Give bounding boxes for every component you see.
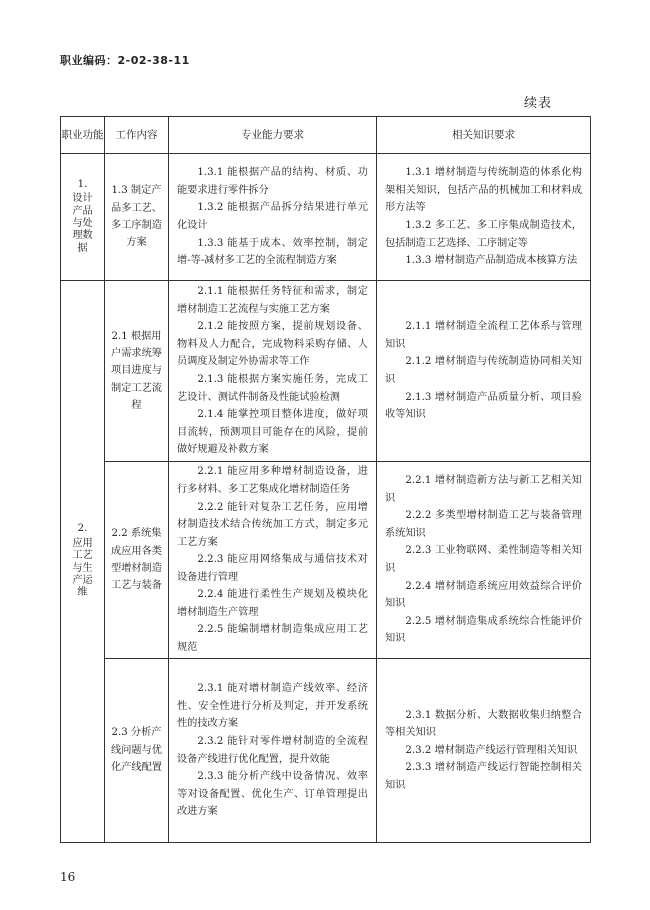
- knowledge-item: 2.2.3 工业物联网、柔性制造等相关知识: [385, 545, 582, 574]
- skill-item: 1.3.1 能根据产品的结构、材质、功能要求进行零件拆分: [177, 167, 368, 196]
- skill-item: 1.3.3 能基于成本、效率控制，制定增-等-减材多工艺的全流程制造方案: [177, 237, 368, 267]
- function-name: 应用工艺与生产运维: [72, 537, 93, 599]
- knowledge-item: 2.1.2 增材制造与传统制造协同相关知识: [385, 356, 582, 385]
- skill-item: 2.1.4 能掌控项目整体进度，做好项目流转，预测项目可能存在的风险，提前做好规避及补救方案: [177, 409, 368, 456]
- work-content-cell: 2.3 分析产线问题与优化产线配置: [105, 659, 169, 843]
- header-function: 职业功能: [61, 117, 105, 154]
- knowledge-cell: [377, 281, 591, 462]
- header-work-content: 工作内容: [105, 117, 169, 154]
- table-row: [61, 154, 591, 281]
- header-knowledge: 相关知识要求: [377, 117, 591, 154]
- skill-item: 2.1.1 能根据任务特征和需求，制定增材制造工艺流程与实施工艺方案: [177, 286, 368, 315]
- function-cell: [61, 154, 105, 281]
- knowledge-item: 2.1.3 增材制造产品质量分析、项目验收等知识: [385, 391, 582, 421]
- table-row: [61, 659, 591, 843]
- knowledge-item: 2.3.2 增材制造产线运行管理相关知识: [405, 744, 578, 756]
- knowledge-cell: [377, 659, 591, 843]
- table-header-row: [61, 117, 591, 154]
- skill-item: 2.3.3 能分析产线中设备情况、效率等对设备配置、优化生产、订单管理提出改进方案: [177, 771, 368, 818]
- skill-item: 2.3.1 能对增材制造产线效率、经济性、安全性进行分析及判定，并开发系统性的技改方案: [177, 683, 368, 730]
- work-content-cell: 1.3 制定产品多工艺、多工序制造方案: [105, 154, 169, 281]
- skills-cell: [169, 281, 377, 462]
- knowledge-item: 2.3.1 数据分析、大数据收集归纳整合等相关知识: [385, 709, 582, 739]
- skill-item: 2.2.2 能针对复杂工艺任务，应用增材制造技术结合传统加工方式，制定多元工艺方案: [177, 501, 368, 548]
- knowledge-item: 2.2.4 增材制造系统应用效益综合评价知识: [385, 580, 582, 610]
- function-number: 2.: [77, 523, 88, 535]
- page-number: 16: [60, 870, 76, 884]
- continued-label: 续表: [523, 96, 552, 111]
- skill-item: 2.2.5 能编制增材制造集成应用工艺规范: [177, 624, 368, 653]
- knowledge-item: 2.2.1 增材制造新方法与新工艺相关知识: [385, 475, 582, 504]
- skills-cell: [169, 462, 377, 659]
- skill-item: 1.3.2 能根据产品拆分结果进行单元化设计: [177, 202, 368, 231]
- competency-table: [60, 116, 591, 843]
- skill-item: 2.1.2 能按照方案，提前规划设备、物料及人力配合，完成物料采购存储、人员调度及制定外协需求等工作: [177, 321, 368, 368]
- knowledge-item: 2.3.3 增材制造产线运行智能控制相关知识: [385, 762, 582, 791]
- knowledge-item: 2.2.2 多类型增材制造工艺与装备管理系统知识: [385, 510, 582, 539]
- skill-item: 2.2.4 能进行柔性生产规划及模块化增材制造生产管理: [177, 589, 368, 618]
- table-row: [61, 281, 591, 462]
- table-row: [61, 462, 591, 659]
- work-content-cell: 2.2 系统集成应用各类型增材制造工艺与装备: [105, 462, 169, 659]
- skills-cell: [169, 154, 377, 281]
- function-number: 1.: [77, 178, 88, 190]
- knowledge-item: 2.1.1 增材制造全流程工艺体系与管理知识: [385, 321, 582, 350]
- skills-cell: [169, 659, 377, 843]
- knowledge-cell: [377, 154, 591, 281]
- function-name: 设计产品与处理数据: [72, 193, 93, 254]
- skill-item: 2.2.1 能应用多种增材制造设备，进行多材料、多工艺集成化增材制造任务: [177, 466, 368, 496]
- occupation-code: 职业编码：2-02-38-11: [60, 54, 190, 67]
- skill-item: 2.3.2 能针对零件增材制造的全流程设备产线进行优化配置，提升效能: [177, 735, 368, 765]
- skill-item: 2.2.3 能应用网络集成与通信技术对设备进行管理: [177, 554, 368, 583]
- knowledge-item: 2.2.5 增材制造集成系统综合性能评价知识: [385, 615, 582, 645]
- header-skills: 专业能力要求: [169, 117, 377, 154]
- knowledge-item: 1.3.1 增材制造与传统制造的体系化构架相关知识，包括产品的机械加工和材料成形方法等: [385, 167, 582, 214]
- function-cell: [61, 281, 105, 843]
- knowledge-item: 1.3.3 增材制造产品制造成本核算方法: [405, 255, 578, 267]
- work-content-cell: 2.1 根据用户需求统筹项目进度与制定工艺流程: [105, 281, 169, 462]
- knowledge-item: 1.3.2 多工艺、多工序集成制造技术，包括制造工艺选择、工序制定等: [385, 220, 582, 249]
- knowledge-cell: [377, 462, 591, 659]
- skill-item: 2.1.3 能根据方案实施任务，完成工艺设计、测试件制备及性能试验检测: [177, 374, 368, 403]
